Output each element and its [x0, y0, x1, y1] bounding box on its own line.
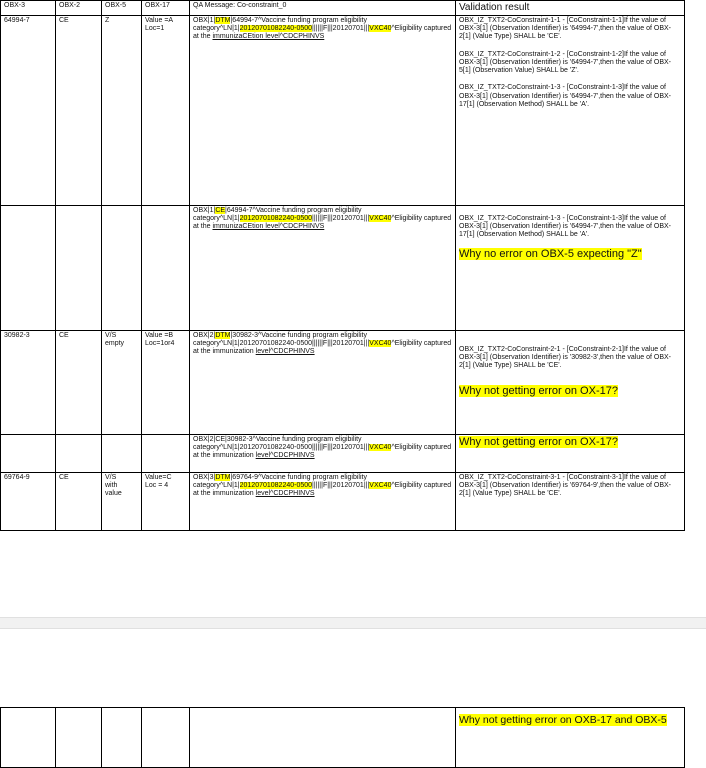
- validation-cell: [456, 472, 685, 530]
- msg-text: OBX|1|: [193, 206, 216, 214]
- msg-highlight: CE: [215, 206, 226, 214]
- validation-cell: [456, 434, 685, 472]
- obx17-cell: [142, 15, 190, 205]
- msg-text: ^Eligibility captured at the immunization: [193, 340, 452, 356]
- msg-text: |64994-7^Vaccine funding program eligibility category^LN|1|: [193, 206, 362, 223]
- msg-text: OBX|2|CE|30982-3^Vaccine funding program eligibility category^LN|1|20120701082240-0500||||||F|||20120701|||: [193, 435, 370, 452]
- msg-text: level^CDCPHINVS: [255, 348, 315, 356]
- obx3-cell: 30982-3: [1, 330, 56, 434]
- msg-highlight: DTM: [215, 473, 231, 481]
- msg-text: ||||||F|||20120701|||: [312, 482, 370, 490]
- qa-message-cell: [190, 15, 456, 205]
- msg-text: |64994-7^Vaccine funding program eligibility category^LN|1|: [193, 16, 367, 33]
- table-row: [1, 472, 685, 530]
- validation-cell: [456, 708, 685, 768]
- msg-text: OBX|3|: [193, 473, 216, 481]
- msg-text: ||||||F|||20120701|||: [312, 25, 370, 33]
- msg-text: ^Eligibility captured at the immunization: [193, 444, 452, 460]
- obx5-line: value: [105, 490, 122, 498]
- msg-text: |69764-9^Vaccine funding program eligibility category^LN|1|: [193, 473, 367, 490]
- obx5-cell: [102, 330, 142, 434]
- validation-message: OBX_IZ_TXT2-CoConstraint-3-1 - [CoConstraint-3-1]If the value of OBX-3[1] (Observation Identifier) is '69764-9',then the value of OBX-2[1] (Value Type) SHALL be 'CE'.: [459, 473, 672, 498]
- obx17-value: Value =B: [145, 331, 174, 339]
- msg-highlight: DTM: [215, 331, 231, 339]
- msg-highlight: VXC40: [369, 25, 392, 33]
- header-obx17: OBX-17: [142, 1, 190, 16]
- obx5-line: V/S: [105, 473, 117, 481]
- obx17-value: Value =A: [145, 16, 174, 24]
- table-row: [1, 708, 685, 768]
- msg-text: ^Eligibility captured at the: [193, 215, 452, 231]
- msg-text: |30982-3^Vaccine funding program eligibility category^LN|1|20120701082240-0500||||||F|||20120701|||: [193, 331, 370, 348]
- table-row: [1, 434, 685, 472]
- validation-cell: [456, 15, 685, 205]
- obx3-cell: 64994-7: [1, 15, 56, 205]
- validation-message: OBX_IZ_TXT2-CoConstraint-2-1 - [CoConstraint-2-1]If the value of OBX-3[1] (Observation Identifier) is '30982-3',then the value of OBX-2[1] (Value Type) SHALL be 'CE'.: [459, 345, 672, 370]
- header-obx5: OBX-5: [102, 1, 142, 16]
- obx17-cell: [142, 472, 190, 530]
- msg-highlight: VXC40: [369, 340, 392, 348]
- qa-message-cell: [190, 330, 456, 434]
- obx5-cell: Z: [102, 15, 142, 205]
- table-row: [1, 15, 685, 205]
- question-note: Why not getting error on OX-17?: [459, 435, 618, 448]
- msg-highlight: 20120701082240-0500: [239, 482, 313, 490]
- msg-text: OBX|2|: [193, 331, 216, 339]
- qa-message-cell: [190, 472, 456, 530]
- obx17-loc: Loc=1or4: [145, 340, 175, 348]
- question-note: Why not getting error on OX-17?: [459, 384, 618, 397]
- question-note: Why no error on OBX-5 expecting "Z": [459, 247, 642, 260]
- msg-text: ||||||F|||20120701|||: [312, 215, 370, 223]
- obx17-loc: Loc = 4: [145, 482, 169, 490]
- obx2-cell: CE: [56, 15, 102, 205]
- obx2-cell: CE: [56, 472, 102, 530]
- validation-message: OBX_IZ_TXT2-CoConstraint-1-1 - [CoConstraint-1-1]If the value of OBX-3[1] (Observation Identifier) is '64994-7',then the value of OBX-2[1] (Value Type) SHALL be 'CE'.: [459, 16, 672, 41]
- coconstraint-table-continued: [0, 707, 685, 768]
- msg-highlight: DTM: [215, 16, 231, 24]
- msg-text: level^CDCPHINVS: [255, 452, 315, 460]
- msg-text: ^Eligibility captured at the immunization: [193, 482, 452, 498]
- msg-highlight: 20120701082240-0500: [239, 215, 313, 223]
- qa-message-cell: [190, 434, 456, 472]
- header-validation-result: Validation result: [456, 1, 685, 16]
- obx17-cell: [142, 330, 190, 434]
- validation-message: OBX_IZ_TXT2-CoConstraint-1-3 - [CoConstraint-1-3]If the value of OBX-3[1] (Observation Identifier) is '64994-7',then the value of OBX-17[1] (Observation Method) SHALL be 'A'.: [459, 214, 672, 239]
- table-row: [1, 205, 685, 330]
- validation-message: OBX_IZ_TXT2-CoConstraint-1-2 - [CoConstraint-1-2]If the value of OBX-3[1] (Observation Identifier) is '64994-7',then the value of OBX-5[1] (Observation Value) SHALL be 'Z'.: [459, 50, 672, 75]
- msg-highlight: VXC40: [369, 215, 392, 223]
- qa-message-cell: [190, 205, 456, 330]
- msg-highlight: VXC40: [369, 444, 392, 452]
- validation-cell: [456, 330, 685, 434]
- msg-text: ^Eligibility captured at the: [193, 25, 452, 41]
- obx5-line: empty: [105, 340, 125, 348]
- msg-text: OBX|1|: [193, 16, 216, 24]
- msg-highlight: VXC40: [369, 482, 392, 490]
- msg-text: immunizaCEtion level^CDCPHINVS: [212, 223, 325, 231]
- obx2-cell: CE: [56, 330, 102, 434]
- obx17-value: Value=C: [145, 473, 172, 481]
- obx3-cell: 69764-9: [1, 472, 56, 530]
- obx5-line: V/S: [105, 331, 117, 339]
- validation-cell: [456, 205, 685, 330]
- header-obx3: OBX-3: [1, 1, 56, 16]
- obx5-cell: [102, 472, 142, 530]
- table-row: [1, 330, 685, 434]
- validation-message: OBX_IZ_TXT2-CoConstraint-1-3 - [CoConstraint-1-3]If the value of OBX-3[1] (Observation Identifier) is '64994-7',then the value of OBX-17[1] (Observation Method) SHALL be 'A'.: [459, 84, 672, 108]
- obx17-loc: Loc=1: [145, 25, 165, 33]
- question-note: Why not getting error on OXB-17 and OBX-5: [459, 714, 667, 726]
- page-break: [0, 617, 706, 629]
- header-obx2: OBX-2: [56, 1, 102, 16]
- table-header-row: [1, 1, 685, 16]
- obx5-line: with: [105, 482, 118, 490]
- msg-text: level^CDCPHINVS: [255, 490, 315, 498]
- msg-highlight: 20120701082240-0500: [239, 25, 313, 33]
- msg-text: immunizaCEtion level^CDCPHINVS: [212, 33, 325, 41]
- header-qa-message: QA Message: Co-constraint_0: [190, 1, 456, 16]
